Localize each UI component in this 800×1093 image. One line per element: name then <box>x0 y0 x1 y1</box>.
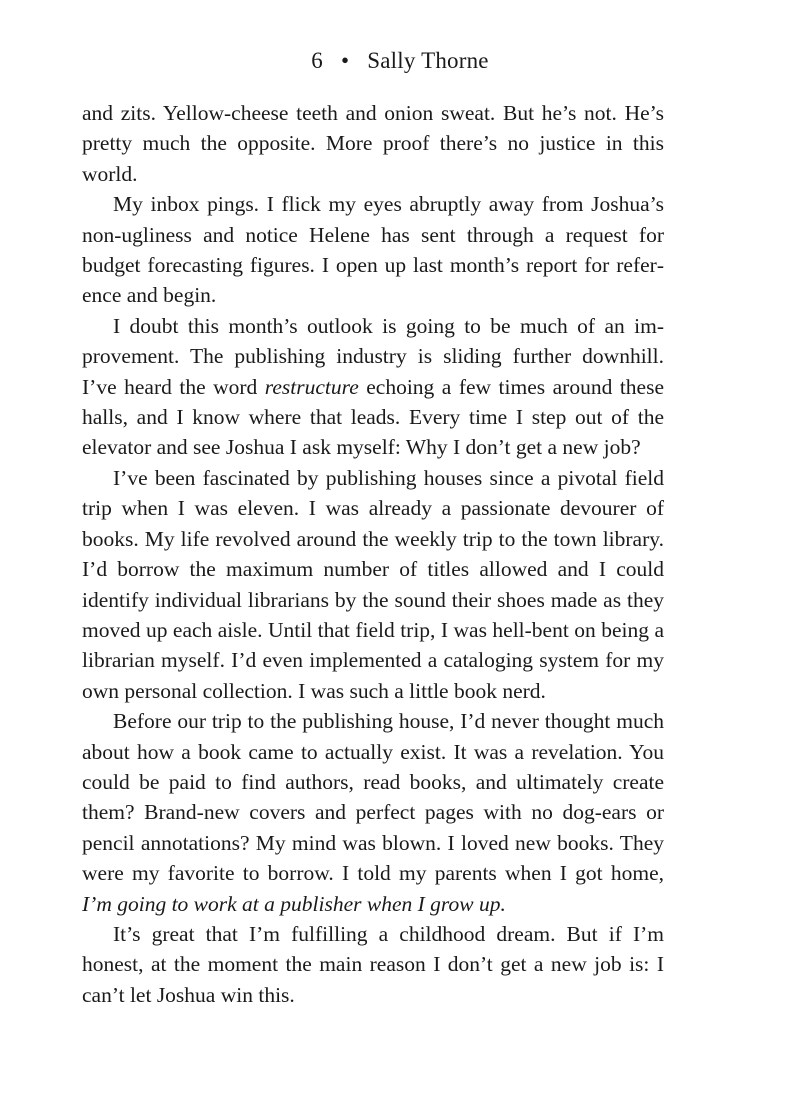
page-number: 6 <box>311 48 323 73</box>
paragraph-text: I’ve been fascinated by publishing houses since a pivotal field trip when I was eleven. I was already a passionate devourer of books. My life revolved around the weekly trip to the town library. I’d borrow the maximum number of titles allowed and I could identify individual librarians by the sound their shoes made as they moved up each aisle. Until that field trip, I was hell-bent on being a librarian myself. I’d even implemented a cataloging system for my own personal collection. I was such a little book nerd. <box>82 465 664 703</box>
paragraph <box>82 189 664 311</box>
paragraph <box>82 311 664 463</box>
paragraph-text: Before our trip to the publishing house, I’d never thought much about how a book came to actually exist. It was a revelation. You could be paid to find authors, read books, and ultimately create them? Brand-new covers and perfect pages with no dog-ears or pencil annotations? My mind was blown. I loved new books. They were my favorite to borrow. I told my parents when I got home, <box>82 709 664 886</box>
paragraph <box>82 463 664 706</box>
emphasized-word: restructure <box>264 374 359 399</box>
paragraph <box>82 706 664 919</box>
paragraph <box>82 919 664 1010</box>
author-name: Sally Thorne <box>367 48 489 73</box>
paragraph-text: I doubt this month’s outlook is going to be much of an improvement. The publishing industry is sliding further downhill. I’ve heard the word <box>82 313 664 399</box>
paragraph-text: My inbox pings. I flick my eyes abruptly away from Joshua’s non-ugliness and notice Helene has sent through a request for budget forecasting figures. I open up last month’s report for reference and begin. <box>82 192 664 308</box>
emphasized-quote: I’m going to work at a publisher when I grow up. <box>82 891 506 916</box>
paragraph-text: It’s great that I’m fulfilling a childhood dream. But if I’m honest, at the moment the main reason I don’t get a new job is: I can’t let Joshua win this. <box>82 921 664 1007</box>
header-separator: • <box>341 48 350 73</box>
running-header <box>0 47 800 75</box>
paragraph-text: and zits. Yellow-cheese teeth and onion sweat. But he’s not. He’s pretty much the opposite. More proof there’s no justice in this world. <box>82 101 664 186</box>
paragraph-text: echoing a few times around these halls, and I know where that leads. Every time I step out of the elevator and see Joshua I ask myself: Why I don’t get a new job? <box>82 374 665 460</box>
body-text <box>82 98 664 1010</box>
paragraph-continued <box>82 98 664 189</box>
